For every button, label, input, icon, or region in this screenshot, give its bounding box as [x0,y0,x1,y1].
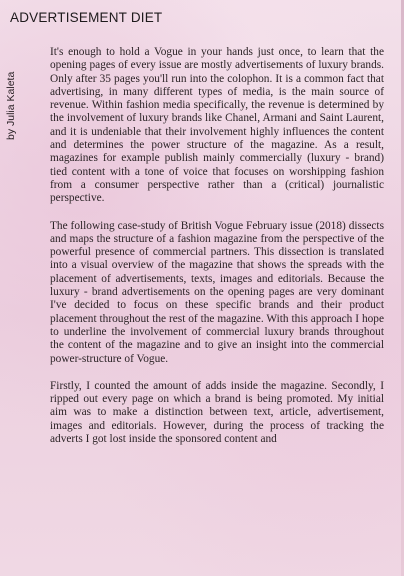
page-title: ADVERTISEMENT DIET [10,10,163,25]
article-paragraph-2: The following case-study of British Vogue February issue (2018) dissects and maps the structure of a fashion magazine from the perspective of the powerful presence of commercial partners. This dissection is translated into a visual overview of the magazine that shows the spreads with the placement of advertisements, texts, images and editorials. Because the luxury - brand advertisements on the opening pages are very dominant I've decided to focus on these specific brands and their product placement throughout the rest of the magazine. With this approach I hope to underline the involvement of commercial luxury brands throughout the content of the magazine and to give an insight into the commercial power-structure of Vogue. [50,219,384,365]
article-body [50,46,384,446]
article-paragraph-1: It's enough to hold a Vogue in your hands just once, to learn that the opening pages of every issue are mostly advertisements of luxury brands. Only after 35 pages you'll run into the colophon. It is a common fact that advertising, in many different types of media, is the main source of revenue. Within fashion media specifically, the revenue is determined by the involvement of luxury brands like Chanel, Armani and Saint Laurent, and it is undeniable that their involvement highly influences the content and determines the power structure of the magazine. As a result, magazines for example publish mainly commercially (luxury - brand) tied content with a tone of voice that focuses on worshipping fashion from a consumer perspective rather than a (critical) journalistic perspective. [50,46,384,205]
author-byline: by Julia Kaleta [5,71,17,140]
article-paragraph-3: Firstly, I counted the amount of adds inside the magazine. Secondly, I ripped out every page on which a brand is being promoted. My initial aim was to make a distinction between text, article, advertisement, images and editorials. However, during the process of tracking the adverts I got lost inside the sponsored content and [50,379,384,446]
